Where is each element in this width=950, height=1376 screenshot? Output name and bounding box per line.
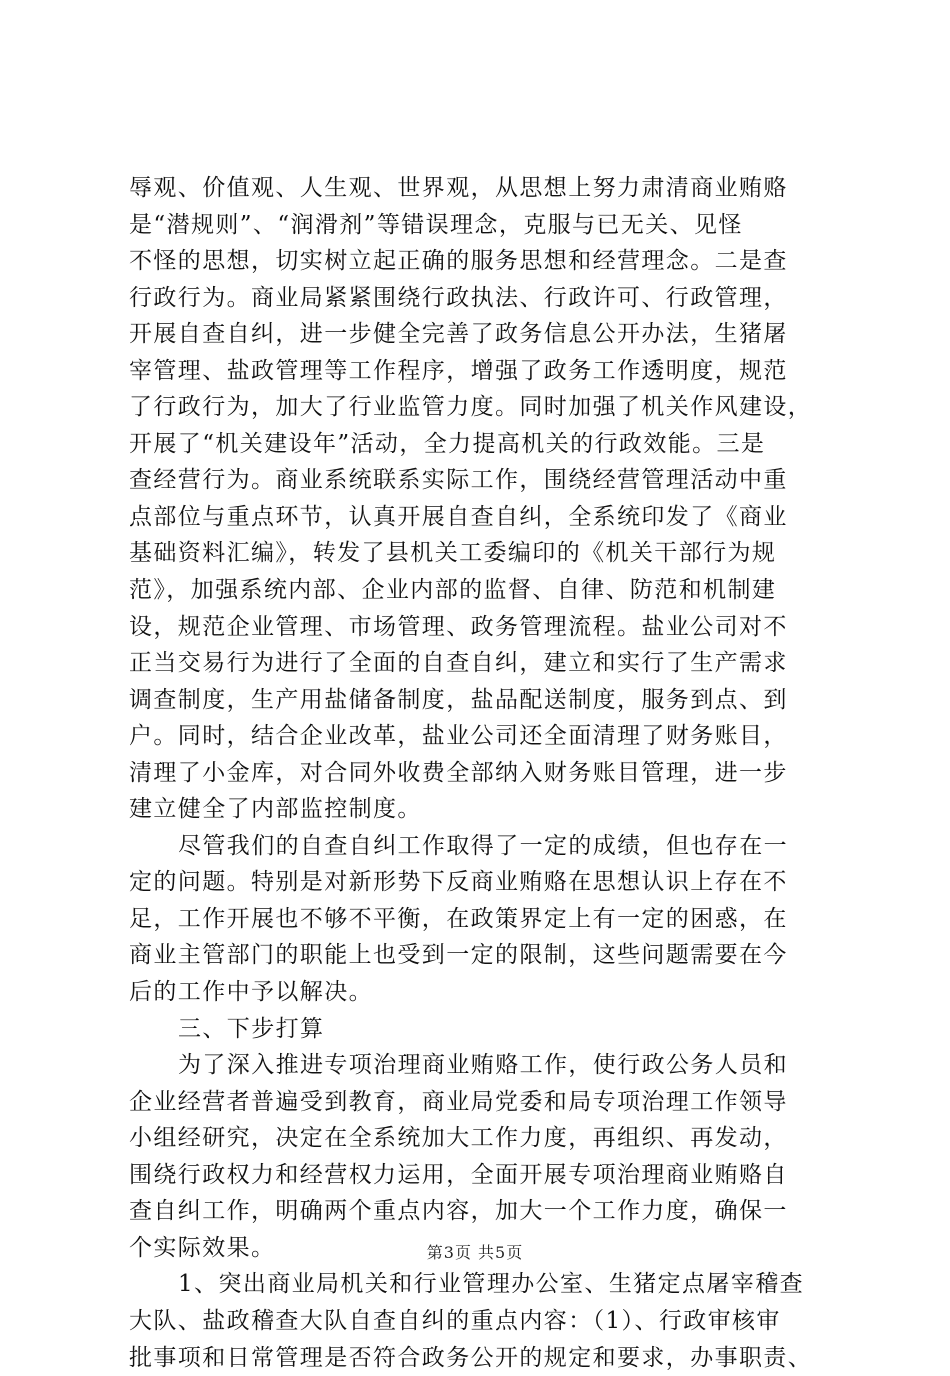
document-body [129, 170, 851, 1376]
text-line: 点部位与重点环节，认真开展自查自纠，全系统印发了《商业 [129, 499, 851, 536]
text-line: 企业经营者普遍受到教育，商业局党委和局专项治理工作领导 [129, 1084, 851, 1121]
text-line: 查经营行为。商业系统联系实际工作，围绕经营管理活动中重 [129, 462, 851, 499]
text-line: 范》，加强系统内部、企业内部的监督、自律、防范和机制建 [129, 572, 851, 609]
text-line: 户。同时，结合企业改革，盐业公司还全面清理了财务账目， [129, 718, 851, 755]
text-line: 基础资料汇编》，转发了县机关工委编印的《机关干部行为规 [129, 535, 851, 572]
text-line: 开展自查自纠，进一步健全完善了政务信息公开办法，生猪屠 [129, 316, 851, 353]
text-line: 批事项和日常管理是否符合政务公开的规定和要求，办事职责、 [129, 1340, 851, 1376]
text-line: 辱观、价值观、人生观、世界观，从思想上努力肃清商业贿赂 [129, 170, 851, 207]
text-line: 尽管我们的自查自纠工作取得了一定的成绩，但也存在一 [129, 828, 851, 865]
text-line: 商业主管部门的职能上也受到一定的限制，这些问题需要在今 [129, 937, 851, 974]
text-line: 三、下步打算 [129, 1011, 851, 1048]
text-line: 行政行为。商业局紧紧围绕行政执法、行政许可、行政管理， [129, 280, 851, 317]
text-line: 了行政行为，加大了行业监管力度。同时加强了机关作风建设， [129, 389, 851, 426]
text-line: 为了深入推进专项治理商业贿赂工作，使行政公务人员和 [129, 1047, 851, 1084]
text-line: 正当交易行为进行了全面的自查自纠，建立和实行了生产需求 [129, 645, 851, 682]
text-line: 1、突出商业局机关和行业管理办公室、生猪定点屠宰稽查 [129, 1266, 851, 1303]
text-line: 是“潜规则”、“润滑剂”等错误理念，克服与已无关、见怪 [129, 207, 851, 244]
text-line: 足，工作开展也不够不平衡，在政策界定上有一定的困惑，在 [129, 901, 851, 938]
page-footer: 第3页 共5页 [0, 1240, 950, 1263]
text-line: 个实际效果。 [129, 1230, 851, 1267]
text-line: 清理了小金库，对合同外收费全部纳入财务账目管理，进一步 [129, 755, 851, 792]
text-line: 不怪的思想，切实树立起正确的服务思想和经营理念。二是查 [129, 243, 851, 280]
text-line: 后的工作中予以解决。 [129, 974, 851, 1011]
text-line: 建立健全了内部监控制度。 [129, 791, 851, 828]
text-line: 查自纠工作，明确两个重点内容，加大一个工作力度，确保一 [129, 1193, 851, 1230]
text-line: 定的问题。特别是对新形势下反商业贿赂在思想认识上存在不 [129, 864, 851, 901]
text-line: 开展了“机关建设年”活动，全力提高机关的行政效能。三是 [129, 426, 851, 463]
text-line: 设，规范企业管理、市场管理、政务管理流程。盐业公司对不 [129, 609, 851, 646]
text-line: 调查制度，生产用盐储备制度，盐品配送制度，服务到点、到 [129, 682, 851, 719]
text-line: 围绕行政权力和经营权力运用，全面开展专项治理商业贿赂自 [129, 1157, 851, 1194]
text-line: 大队、盐政稽查大队自查自纠的重点内容：（1）、行政审核审 [129, 1303, 851, 1340]
text-line: 小组经研究，决定在全系统加大工作力度，再组织、再发动， [129, 1120, 851, 1157]
text-line: 宰管理、盐政管理等工作程序，增强了政务工作透明度，规范 [129, 353, 851, 390]
